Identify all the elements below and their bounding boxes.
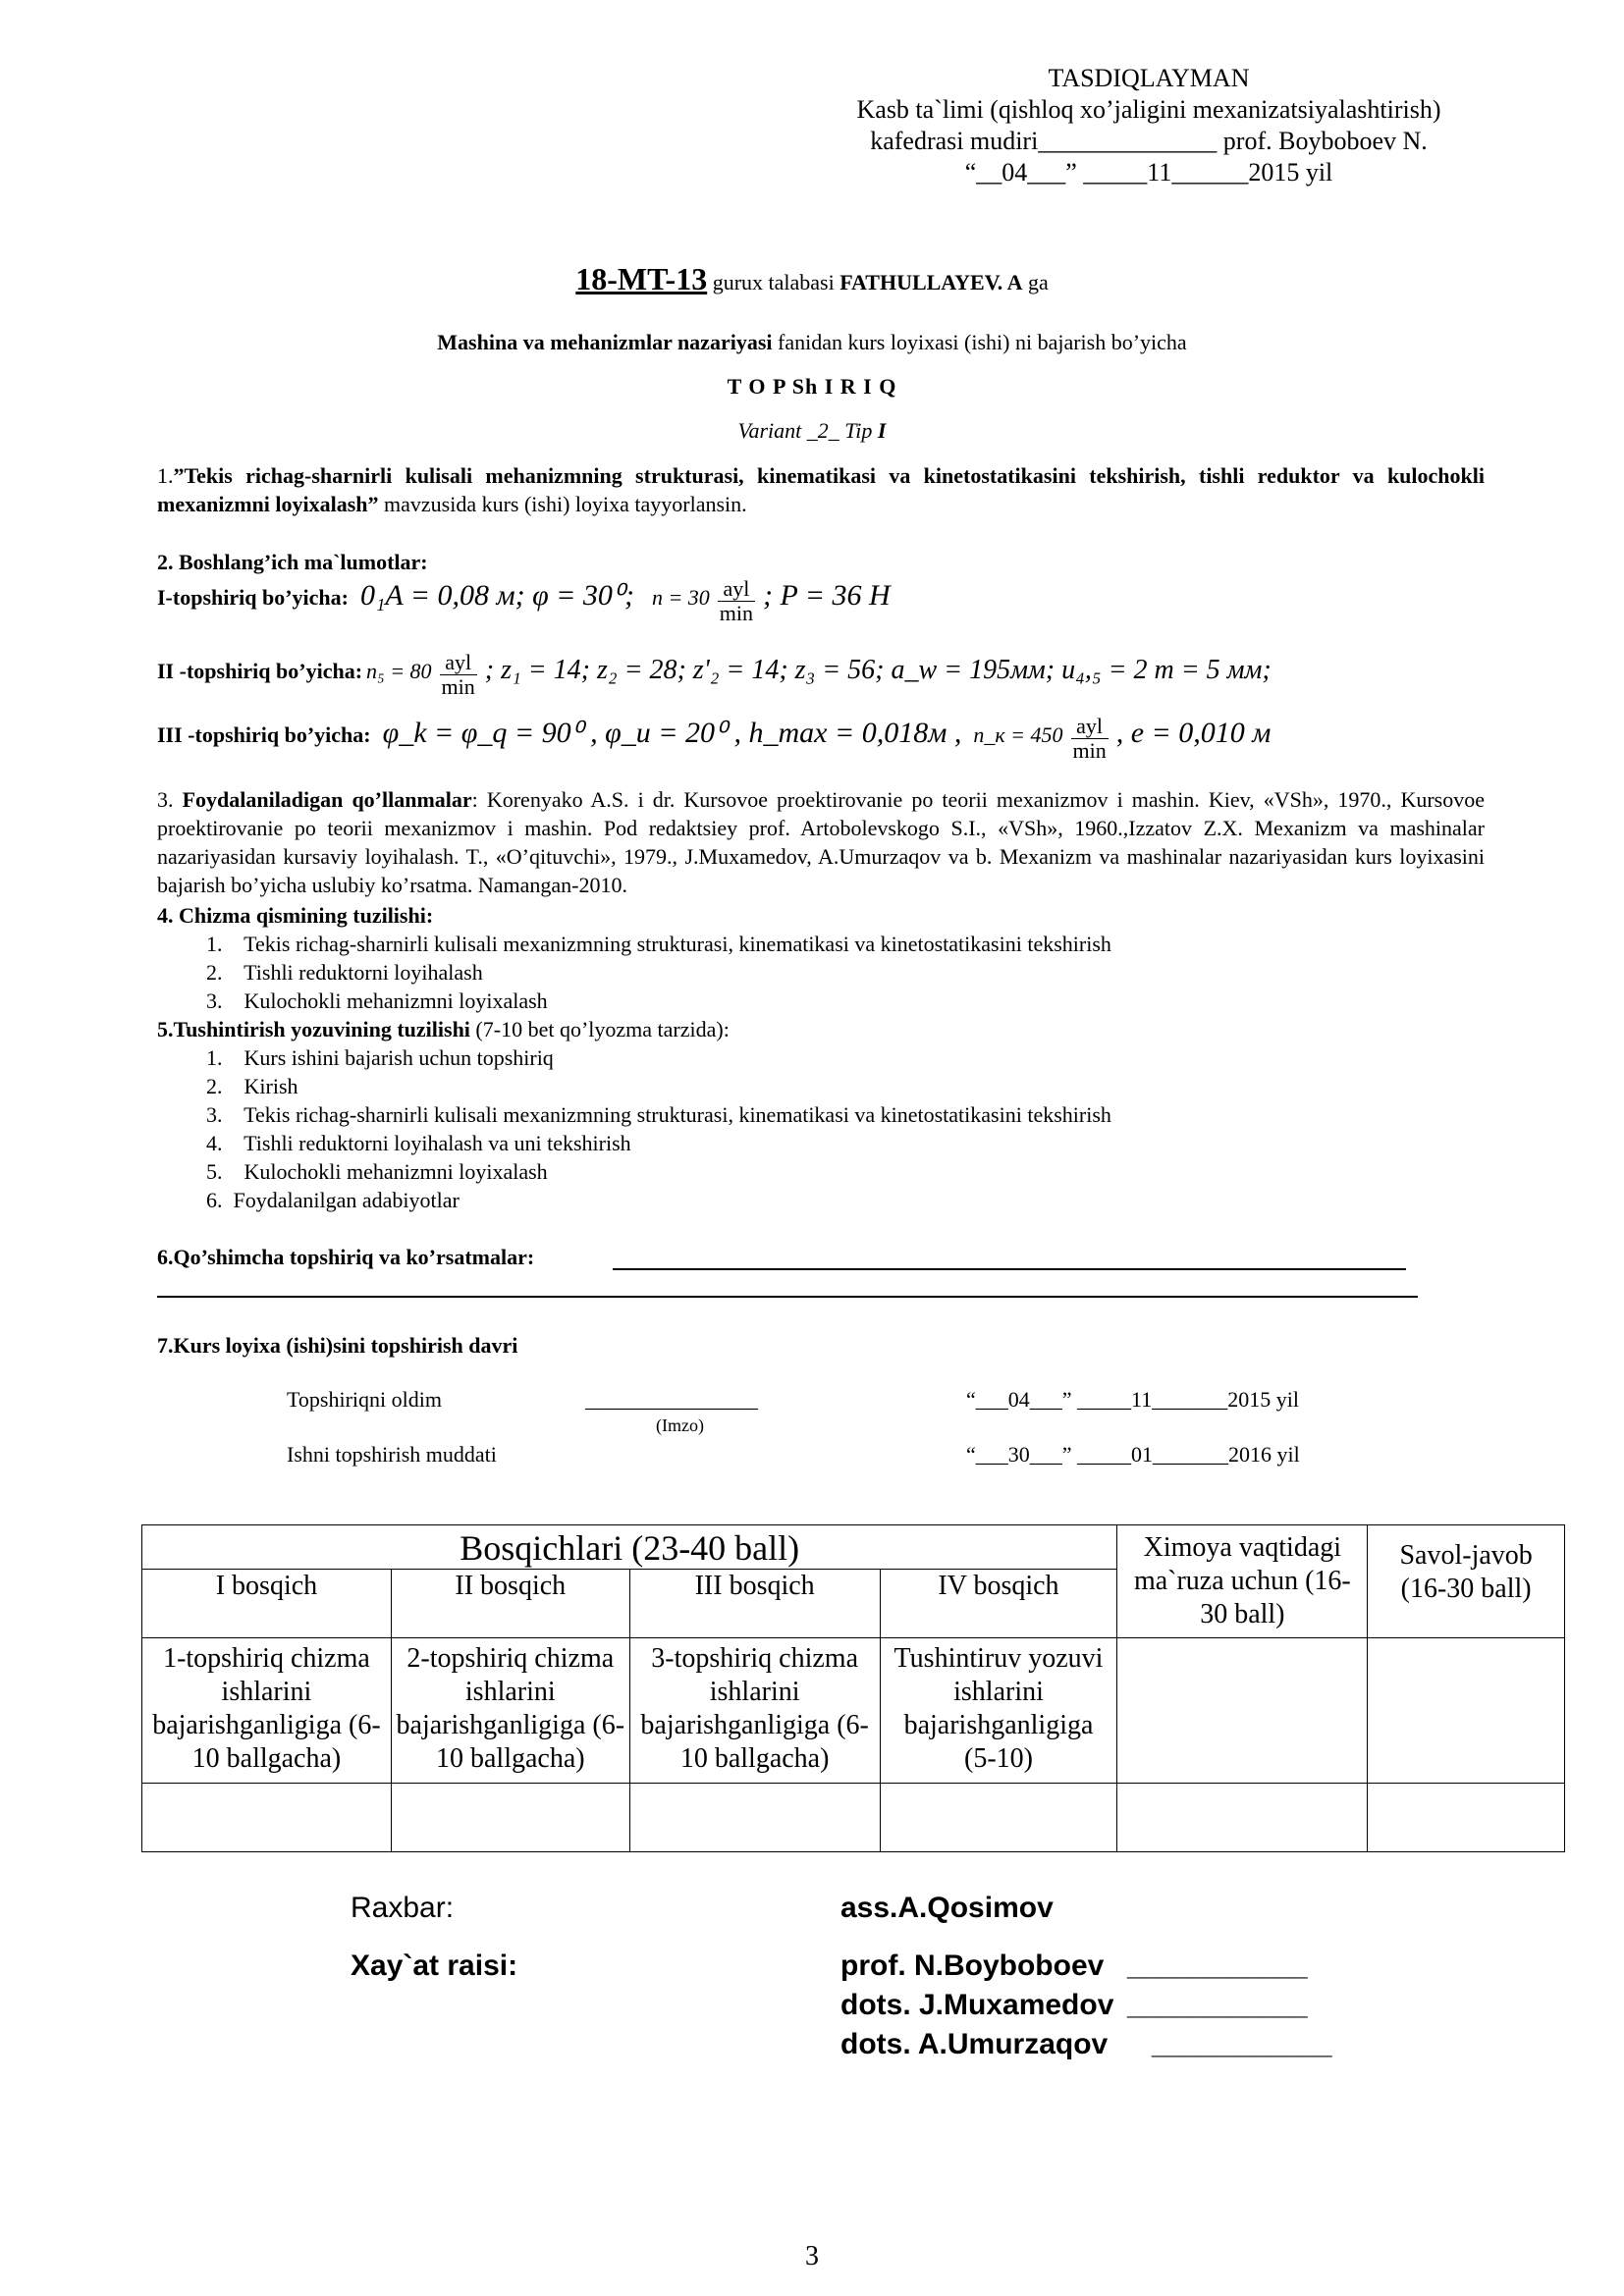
approval-title: TASDIQLAYMAN <box>1048 64 1250 92</box>
score-cell <box>1117 1784 1368 1852</box>
task-2-row: II -topshiriq bo’yicha: n₅ = 80 $\frac{\text{ayl}}{\min}$ ; z₁ = 14; z₂ = 28; z'₂ = 14; z₃ = 56; a_w = 195мм; u₄,₅ = 2 m = 5 мм; <box>157 650 1272 699</box>
page-number: 3 <box>805 2241 819 2271</box>
task-3-row: III -topshiriq bo’yicha: φ_k = φ_q = 90⁰ , φ_u = 20⁰ , h_max = 0,018м , n_к = 450 $\frac{\text{ayl}}{\min}$ , e = 0,010 м <box>157 714 1272 763</box>
signature-line: ___________ <box>1127 1989 1308 2021</box>
signature-line: ___________ <box>1127 1949 1308 1982</box>
score-cell <box>880 1784 1117 1852</box>
score-cell <box>142 1784 392 1852</box>
group-code: 18-MT-13 <box>575 261 708 296</box>
subject-line: Mashina va mehanizmlar nazariyasi fanidan kurs loyixasi (ishi) ni bajarish bo’yicha <box>437 330 1187 354</box>
stage-3-header: III bosqich <box>629 1570 880 1638</box>
list-item: 1. Kurs ishini bajarish uchun topshiriq <box>206 1045 554 1070</box>
section-6-title: 6.Qo’shimcha topshiriq va ko’rsatmalar: <box>157 1245 535 1269</box>
approval-line3: “__04___” _____11______2015 yil <box>964 158 1333 187</box>
list-item: 2. Kirish <box>206 1074 298 1098</box>
stage-4-desc: Tushintiruv yozuvi ishlarini bajarishganligiga (5-10) <box>880 1638 1117 1784</box>
section-5-list <box>206 1043 1111 1214</box>
signature-caption: (Imzo) <box>656 1415 704 1435</box>
qa-score-cell <box>1368 1638 1565 1784</box>
commission-member: dots. J.Muxamedov <box>840 1989 1114 2021</box>
score-cell <box>1368 1784 1565 1852</box>
fraction: $\frac{\text{ayl}}{\min}$ <box>441 650 475 699</box>
variant-line: Variant _2_ Tip I <box>737 418 887 443</box>
stage-2-header: II bosqich <box>391 1570 629 1638</box>
list-item: 4. Tishli reduktorni loyihalash va uni tekshirish <box>206 1131 631 1155</box>
defense-score-cell <box>1117 1638 1368 1784</box>
score-cell <box>391 1784 629 1852</box>
defense-header: Ximoya vaqtidagi ma`ruza uchun (16-30 ball) <box>1117 1525 1368 1638</box>
deadline-date: “___30___” _____01_______2016 yil <box>966 1442 1300 1467</box>
score-cell <box>629 1784 880 1852</box>
section-2-title: 2. Boshlang’ich ma`lumotlar: <box>157 550 428 574</box>
section-3: 3. Foydalaniladigan qo’llanmalar: Korenyako A.S. i dr. Kursovoe proektirovanie po teorii mexanizmov i mashin. Kiev, «VSh», 1970., Kursovoe proektirovanie po teorii mexanizmov i mashin. Pod redaktsiey prof. Artobolevskogo S.I., «VSh», 1960.,Izzatov Z.X. Mexanizm va mashinalar nazariyasidan kursaviy loyihalash. T., «O’qituvchi», 1979., J.Muxamedov, A.Umurzaqov va b. Mexanizm va mashinalar nazariyasidan kurs loyixasini bajarish bo’yicha uslubiy ko’rsatma. Namangan-2010. <box>157 787 1485 897</box>
list-item: 6. Foydalanilgan adabiyotlar <box>206 1188 460 1212</box>
fraction: $\frac{\text{ayl}}{\min}$ <box>719 576 754 625</box>
approval-line2: kafedrasi mudiri______________ prof. Boyboboev N. <box>870 127 1428 155</box>
stage-3-desc: 3-topshiriq chizma ishlarini bajarishganligiga (6-10 ballgacha) <box>629 1638 880 1784</box>
notes-line-2 <box>157 1296 1418 1298</box>
commission-member: prof. N.Boyboboev <box>840 1949 1105 1982</box>
list-item: 3. Tekis richag-sharnirli kulisali mexanizmning strukturasi, kinematikasi va kinetostatikasini tekshirish <box>206 1102 1111 1127</box>
commission-label: Xay`at raisi: <box>351 1949 518 1982</box>
supervisor-label: Raxbar: <box>351 1892 455 1924</box>
section-4-title: 4. Chizma qismining tuzilishi: <box>157 903 434 928</box>
stages-header: Bosqichlari (23-40 ball) <box>142 1525 1117 1570</box>
section-1: 1.”Tekis richag-sharnirli kulisali mehanizmning strukturasi, kinematikasi va kinetostatikasini tekshirish, tishli reduktor va kulochokli mexanizmni loyixalash” mavzusida kurs (ishi) loyixa tayyorlansin. <box>157 463 1485 516</box>
document-title: T O P Sh I R I Q <box>727 374 897 399</box>
section-5-title: 5.Tushintirish yozuvining tuzilishi (7-10 bet qo’lyozma tarzida): <box>157 1017 730 1041</box>
approval-line1: Kasb ta`limi (qishloq xo’jaligini mexanizatsiyalashtirish) <box>856 95 1441 124</box>
received-label: Topshiriqni oldim <box>287 1387 442 1412</box>
list-item: 5. Kulochokli mehanizmni loyixalash <box>206 1159 548 1184</box>
signature-line: ___________ <box>1152 2028 1332 2060</box>
deadline-label: Ishni topshirish muddati <box>287 1442 497 1467</box>
approval-block <box>805 63 1492 188</box>
list-item: 2. Tishli reduktorni loyihalash <box>206 960 483 985</box>
section-7-title: 7.Kurs loyixa (ishi)sini topshirish davri <box>157 1333 518 1358</box>
supervisor-name: ass.A.Qosimov <box>840 1892 1054 1924</box>
received-date: “___04___” _____11_______2015 yil <box>966 1387 1299 1412</box>
student-name: FATHULLAYEV. A <box>839 270 1023 294</box>
stage-2-desc: 2-topshiriq chizma ishlarini bajarishganligiga (6-10 ballgacha) <box>391 1638 629 1784</box>
grade-table <box>141 1524 1565 1852</box>
student-line: 18-MT-13 gurux talabasi FATHULLAYEV. A ga <box>575 261 1049 296</box>
stage-1-header: I bosqich <box>142 1570 392 1638</box>
stage-1-desc: 1-topshiriq chizma ishlarini bajarishganligiga (6-10 ballgacha) <box>142 1638 392 1784</box>
qa-header: Savol-javob (16-30 ball) <box>1368 1525 1565 1638</box>
fraction: $\frac{\text{ayl}}{\min}$ <box>1072 714 1107 763</box>
stage-4-header: IV bosqich <box>880 1570 1117 1638</box>
received-signature-line: ________________ <box>585 1387 758 1412</box>
section-4-list <box>206 930 1111 1015</box>
list-item: 1. Tekis richag-sharnirli kulisali mexanizmning strukturasi, kinematikasi va kinetostatikasini tekshirish <box>206 932 1111 956</box>
commission-member: dots. A.Umurzaqov <box>840 2028 1109 2060</box>
list-item: 3. Kulochokli mehanizmni loyixalash <box>206 988 548 1013</box>
notes-line <box>613 1268 1406 1270</box>
task-1-row: I-topshiriq bo’yicha: 0₁A = 0,08 м; φ = 30⁰; n = 30 $\frac{\text{ayl}}{\min}$ ; P = 36 H <box>157 576 891 625</box>
